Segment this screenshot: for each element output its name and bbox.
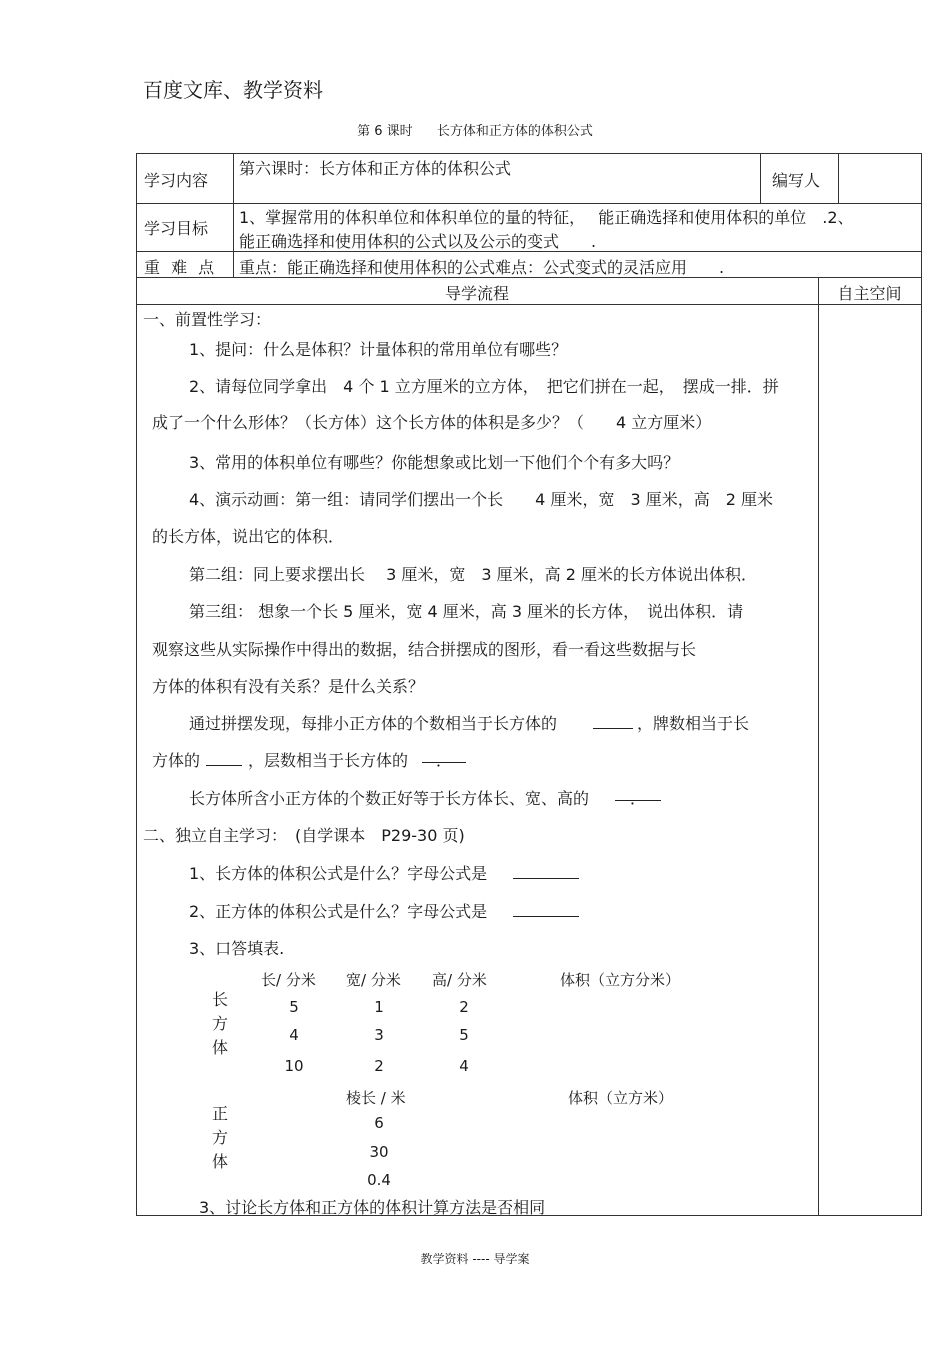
finding-text-b: ，牌数相当于长 bbox=[637, 714, 750, 733]
total-line bbox=[189, 786, 661, 809]
goal-line-2: 能正确选择和使用体积的公式以及公示的变式 . bbox=[239, 232, 597, 251]
cuboid-cell: 3 bbox=[374, 1026, 384, 1044]
blank-dot: ． bbox=[630, 789, 647, 808]
flow-label: 导学流程 bbox=[444, 284, 509, 303]
cube-header-edge: 棱长 / 米 bbox=[346, 1089, 406, 1107]
cuboid-label: 长方体 bbox=[212, 990, 229, 1057]
goal-label: 学习目标 bbox=[144, 219, 209, 238]
group-2-text: 第二组：同上要求摆出长 3 厘米，宽 3 厘米，高 2 厘米的长方体说出体积． bbox=[189, 565, 757, 584]
cuboid-cell: 5 bbox=[289, 998, 299, 1016]
watermark-text: 百度文库、教学资料 bbox=[143, 78, 323, 102]
author-label: 编写人 bbox=[772, 171, 821, 190]
lesson-number: 第 6 课时 bbox=[357, 124, 413, 139]
discussion-question: 3、讨论长方体和正方体的体积计算方法是否相同 bbox=[199, 1198, 546, 1217]
cuboid-cell: 2 bbox=[459, 998, 469, 1016]
document-title bbox=[0, 120, 950, 139]
cube-header-volume: 体积（立方米） bbox=[568, 1089, 674, 1107]
finding-text-d: ，层数相当于长方体的 bbox=[248, 751, 409, 770]
fill-blank[interactable] bbox=[593, 714, 633, 729]
cuboid-cell: 2 bbox=[374, 1057, 384, 1075]
cuboid-cell: 4 bbox=[289, 1026, 299, 1044]
finding-line-2 bbox=[152, 748, 466, 771]
question-3: 3、常用的体积单位有哪些？你能想象或比划一下他们个个有多大吗？ bbox=[189, 453, 680, 472]
cube-cell: 0.4 bbox=[367, 1171, 391, 1189]
blank-dot: ． bbox=[436, 751, 453, 770]
fill-blank[interactable] bbox=[615, 786, 661, 808]
goal-line-1: 1、掌握常用的体积单位和体积单位的量的特征， 能正确选择和使用体积的单位 .2、 bbox=[239, 208, 854, 227]
content-value: 第六课时：长方体和正方体的体积公式 bbox=[239, 159, 512, 178]
key-value: 重点：能正确选择和使用体积的公式难点：公式变式的灵活应用 . bbox=[239, 258, 725, 277]
fill-blank[interactable] bbox=[513, 902, 579, 917]
cube-label: 正方体 bbox=[212, 1104, 229, 1171]
formula-question-1-text: 1、长方体的体积公式是什么？字母公式是 bbox=[189, 864, 488, 883]
group-3-line-3: 方体的体积有没有关系？是什么关系？ bbox=[152, 677, 425, 696]
question-2-line-2: 成了一个什么形体？（长方体）这个长方体的体积是多少？（ 4 立方厘米） bbox=[152, 413, 712, 432]
section1-heading: 一、前置性学习： bbox=[143, 310, 272, 329]
group-3-line-2: 观察这些从实际操作中得出的数据，结合拼摆成的图形，看一看这些数据与长 bbox=[152, 640, 697, 659]
finding-line-1 bbox=[189, 711, 749, 734]
cuboid-cell: 5 bbox=[459, 1026, 469, 1044]
total-text: 长方体所含小正方体的个数正好等于长方体长、宽、高的 bbox=[189, 789, 590, 808]
fill-blank[interactable] bbox=[422, 748, 466, 770]
question-2-line-1: 2、请每位同学拿出 4 个 1 立方厘米的立方体， 把它们拼在一起， 摆成一排．拼 bbox=[189, 377, 779, 396]
cube-cell: 6 bbox=[374, 1114, 384, 1132]
group-3-line-1: 第三组： 想象一个长 5 厘米，宽 4 厘米，高 3 厘米的长方体， 说出体积．请 bbox=[189, 602, 744, 621]
space-label: 自主空间 bbox=[837, 284, 902, 303]
fill-blank[interactable] bbox=[206, 751, 242, 766]
finding-text-a: 通过拼摆发现，每排小正方体的个数相当于长方体的 bbox=[189, 714, 558, 733]
cuboid-cell: 4 bbox=[459, 1057, 469, 1075]
cube-cell: 30 bbox=[369, 1143, 389, 1161]
key-label: 重 难 点 bbox=[144, 258, 218, 277]
question-1: 1、提问：什么是体积？计量体积的常用单位有哪些？ bbox=[189, 340, 568, 359]
cuboid-header-width: 宽/ 分米 bbox=[346, 971, 401, 989]
finding-text-c: 方体的 bbox=[152, 751, 201, 770]
cuboid-cell: 1 bbox=[374, 998, 384, 1016]
fill-blank[interactable] bbox=[513, 864, 579, 879]
question-4-line-1: 4、演示动画：第一组：请同学们摆出一个长 4 厘米，宽 3 厘米，高 2 厘米 bbox=[189, 490, 773, 509]
cuboid-cell: 10 bbox=[284, 1057, 304, 1075]
section2-heading: 二、独立自主学习： (自学课本 P29-30 页) bbox=[143, 826, 465, 845]
formula-question-1 bbox=[189, 861, 579, 884]
page-footer: 教学资料 ---- 导学案 bbox=[420, 1252, 530, 1266]
formula-question-2-text: 2、正方体的体积公式是什么？字母公式是 bbox=[189, 902, 488, 921]
formula-question-2 bbox=[189, 899, 579, 922]
cuboid-header-length: 长/ 分米 bbox=[261, 971, 316, 989]
cuboid-header-height: 高/ 分米 bbox=[432, 971, 487, 989]
question-4-line-2: 的长方体，说出它的体积． bbox=[152, 527, 345, 546]
cuboid-header-volume: 体积（立方分米） bbox=[560, 971, 681, 989]
table-question: 3、口答填表. bbox=[189, 939, 285, 958]
lesson-name: 长方体和正方体的体积公式 bbox=[436, 124, 593, 139]
content-label: 学习内容 bbox=[144, 171, 209, 190]
